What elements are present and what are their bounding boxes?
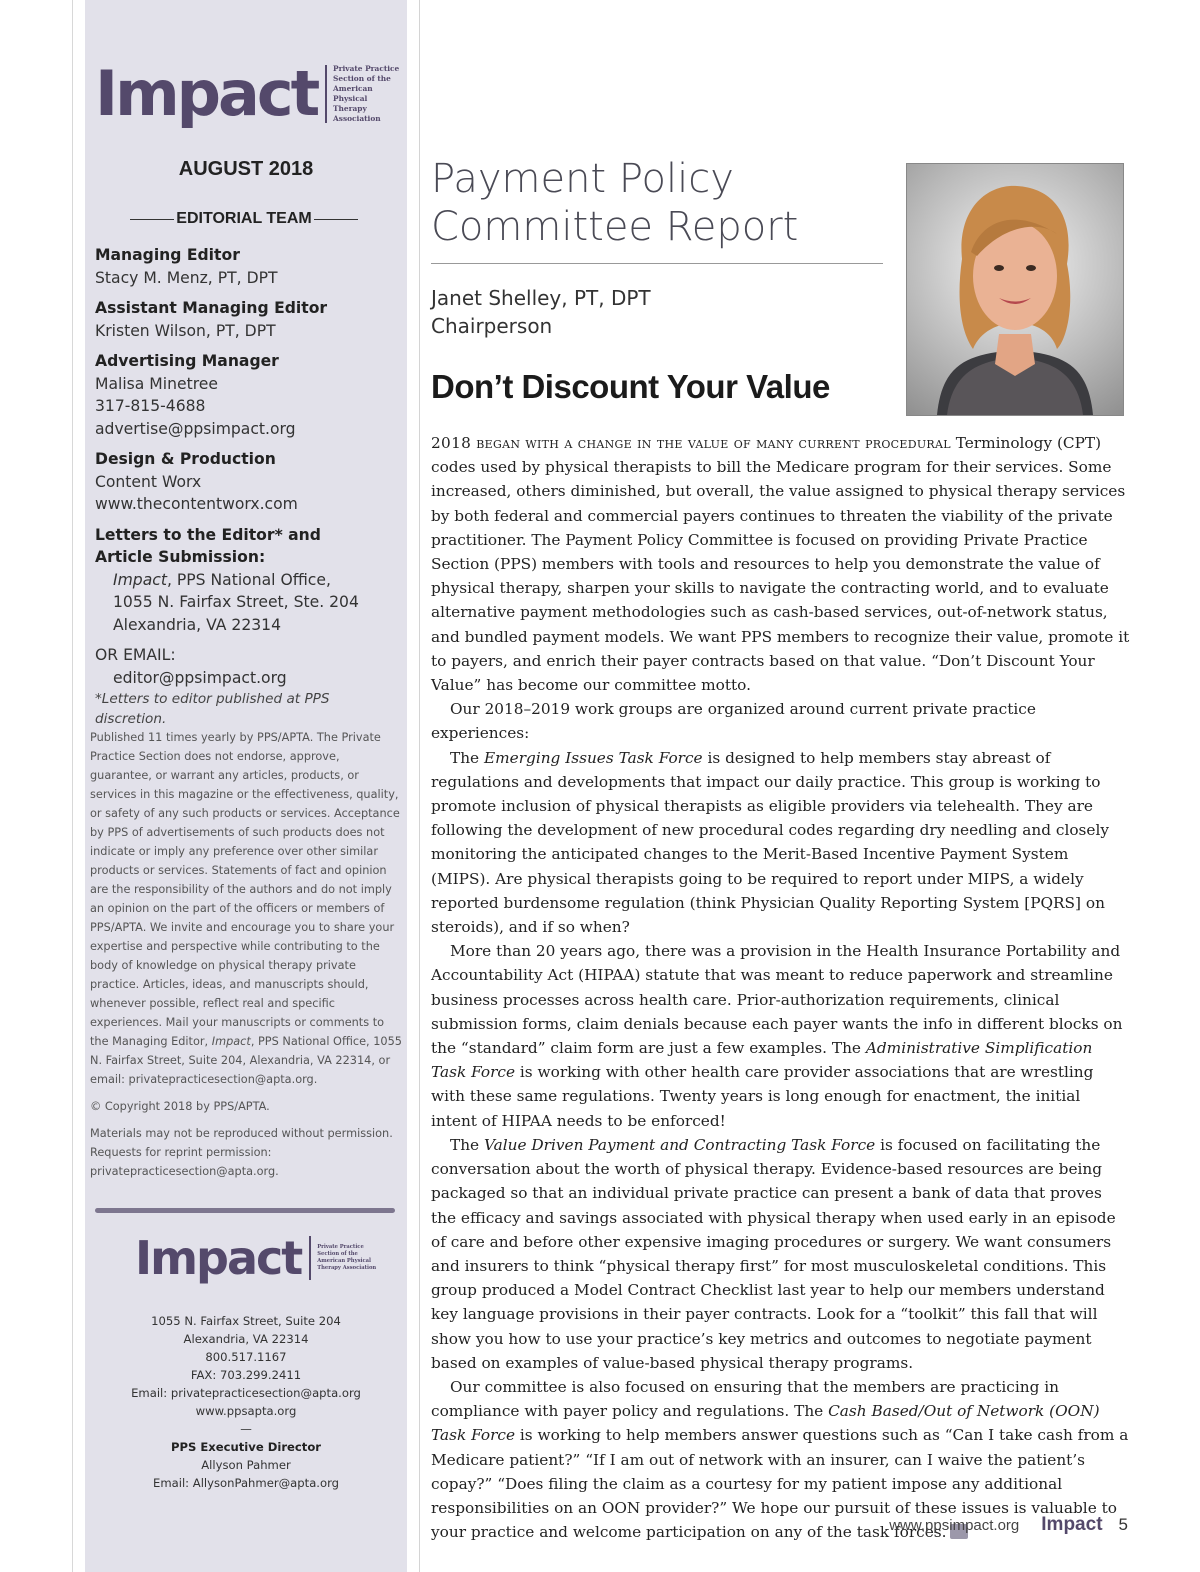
- editor-email-link[interactable]: editor@ppsimpact.org: [113, 668, 287, 687]
- task-force-name: Value Driven Payment and Contracting Task Force: [483, 1135, 876, 1154]
- editorial-team-heading: [130, 210, 358, 228]
- task-force-name: Emerging Issues Task Force: [483, 748, 703, 767]
- heading-rule-left: [130, 219, 174, 220]
- logo-divider: [309, 1236, 311, 1280]
- city-address: Alexandria, VA 22314: [113, 615, 281, 634]
- director-title: PPS Executive Director: [170, 1440, 322, 1454]
- website-link[interactable]: www.thecontentworx.com: [95, 495, 298, 513]
- contact-city: Alexandria, VA 22314: [183, 1332, 309, 1346]
- paragraph-workgroups: Our 2018–2019 work groups are organized around current private practice experiences:: [431, 700, 1036, 743]
- contact-separator: —: [240, 1422, 252, 1436]
- logo-wordmark: Impact: [135, 1231, 302, 1285]
- author-portrait-image: [907, 164, 1123, 415]
- legal-notice: [90, 728, 404, 1189]
- article-body: [431, 431, 1131, 1544]
- disclaimer-text: Published 11 times yearly by PPS/APTA. The Private Practice Section does not endorse, approve, guarantee, or warrant any articles, products, or services in this magazine or the effectiveness, quality, or safety of any such products or services. Acceptance by PPS of advertisements of such products does not indicate or imply any preference over other similar products or services. Statements of fact and opinion are the responsibility of the authors and do not imply an opinion on the part of the officers or members of PPS/APTA. We invite and encourage you to share your expertise and perspective while contributing to the body of knowledge on physical therapy private practice. Articles, ideas, and manuscripts should, whenever possible, reflect real and specific experiences. Mail your manuscripts or comments to the Managing Editor,: [90, 731, 400, 1048]
- director-email[interactable]: Email: AllysonPahmer@apta.org: [153, 1476, 339, 1490]
- role-title: Letters to the Editor* and: [95, 525, 321, 544]
- contact-website[interactable]: www.ppsapta.org: [195, 1404, 297, 1418]
- heading-rule-right: [314, 219, 358, 220]
- logo-divider: [325, 65, 327, 123]
- paragraph-text: More than 20 years ago, there was a provision in the Health Insurance Portability and Accountability Act (HIPAA) statute that was meant to reduce paperwork and streamline business processes across health care. Prior-authorization requirements, clinical submission forms, claim denials because each payer wants the info in different blocks on the “standard” claim form are just a few examples. The: [431, 942, 1123, 1058]
- paragraph-emerging-issues: [431, 746, 1131, 940]
- title-rule: [431, 263, 883, 264]
- author-byline: [431, 284, 651, 340]
- person-name: Stacy M. Menz, PT, DPT: [95, 268, 278, 287]
- letters-block: [95, 524, 400, 637]
- director-name: Allyson Pahmer: [201, 1458, 291, 1472]
- article-headline: Don’t Discount Your Value: [431, 368, 830, 405]
- paragraph-text: is focused on facilitating the conversation about the worth of physical therapy. Evidence-based resources are being packaged so that an individual private practice can present a bank of data that proves the efficacy and savings associated with physical therapy when used early in an episode of care and before other expensive imaging procedures or surgery. We want consumers and insurers to think “physical therapy first” for most musculoskeletal conditions. This group produced a Model Contract Checklist last year to help our members understand key language provisions in their payer contracts. Look for a “toolkit” this fall that will show you how to use your practice’s key metrics and outcomes to negotiate payment based on examples of value-based physical therapy programs.: [431, 1135, 1116, 1372]
- logo-tagline: Private Practice Section of the American Physical Therapy Association: [317, 1244, 377, 1271]
- paragraph-text: is working to help members answer questions such as “Can I take cash from a Medicare patient?” “If I am out of network with an insurer, can I waive the patient’s copay?” “Does filing the claim as a courtesy for my patient impose any additional responsibilities on an OON provider?” We hope our pursuit of these issues is valuable to your practice and welcome participation on any of the task forces.: [431, 1426, 1129, 1542]
- advertising-manager-block: [95, 350, 400, 440]
- page-number: 5: [1118, 1515, 1128, 1534]
- article-title: [431, 155, 891, 251]
- copyright-notice: © Copyright 2018 by PPS/APTA.: [90, 1100, 270, 1113]
- role-title: Assistant Managing Editor: [95, 299, 328, 317]
- impact-logo-small: [135, 1232, 376, 1284]
- role-title: Advertising Manager: [95, 352, 279, 370]
- disclaimer-address: , PPS National Office, 1055 N. Fairfax Street, Suite 204, Alexandria, VA 22314, or email: privatepracticesection@apta.org.: [90, 1035, 402, 1086]
- footer-url[interactable]: www.ppsimpact.org: [889, 1517, 1020, 1534]
- task-force-name: Administrative Simplification Task Force: [431, 1039, 1093, 1082]
- logo-tagline: Private Practice Section of the American Physical Therapy Association: [333, 64, 400, 123]
- office-line: [95, 569, 400, 592]
- discretion-note: *Letters to editor published at PPS discretion.: [95, 691, 330, 727]
- title-line-1: Payment Policy: [431, 156, 734, 202]
- contact-street: 1055 N. Fairfax Street, Suite 204: [151, 1314, 341, 1328]
- paragraph-text: The: [450, 1135, 484, 1154]
- role-title: Design & Production: [95, 450, 276, 468]
- publication-disclaimer: [90, 728, 404, 1089]
- lead-in: 2018 began with a change in the value of many current procedural: [431, 434, 951, 452]
- design-production-block: [95, 448, 400, 516]
- person-name: Malisa Minetree: [95, 374, 218, 393]
- company-name: Content Worx: [95, 472, 202, 491]
- footer-brand: Impact: [1041, 1514, 1103, 1535]
- title-line-2: Committee Report: [431, 204, 799, 250]
- issue-date: AUGUST 2018: [178, 158, 314, 180]
- author-photo: [906, 163, 1124, 416]
- column-rule: [419, 0, 420, 1572]
- brush-divider: [95, 1208, 395, 1213]
- paragraph-admin-simplification: [431, 939, 1131, 1133]
- paragraph-text: Our committee is also focused on ensuring that the members are practicing in compliance with payer policy and regulations. The: [431, 1377, 1059, 1421]
- logo-wordmark: Impact: [95, 57, 318, 130]
- paragraph-value-driven: [431, 1133, 1131, 1375]
- role-title: Managing Editor: [95, 246, 240, 264]
- contact-fax: FAX: 703.299.2411: [190, 1368, 302, 1382]
- managing-editor-block: [95, 244, 400, 289]
- contact-email[interactable]: Email: privatepracticesection@apta.org: [131, 1386, 361, 1400]
- contact-phone: 800.517.1167: [205, 1350, 287, 1364]
- paragraph-intro: [431, 431, 1131, 697]
- paragraph-text: is designed to help members stay abreast of regulations and developments that impact our daily practice. This group is working to promote inclusion of physical therapists as eligible providers via telehealth. They are following the development of new procedural codes regarding dry needling and closely monitoring the anticipated changes to the Merit-Based Incentive Payment System (MIPS). Are physical therapists going to be required to report under MIPS, a widely reported burdensome regulation (think Physician Quality Reporting System [PQRS] on steroids), and if so when?: [431, 748, 1109, 937]
- office-name: , PPS National Office,: [166, 570, 331, 589]
- email-link[interactable]: advertise@ppsimpact.org: [95, 419, 296, 438]
- or-email-label: OR EMAIL:: [95, 646, 176, 664]
- role-title-cont: Article Submission:: [95, 548, 266, 566]
- paragraph-text: Terminology (CPT) codes used by physical therapists to bill the Medicare program for their services. Some increased, others diminished, but overall, the value assigned to physical therapy services by both federal and commercial payers continues to threaten the viability of the private practitioner. The Payment Policy Committee is focused on providing Private Practice Section (PPS) members with tools and resources to help you demonstrate the value of physical therapy, sharpen your skills to navigate the contracting world, and to evaluate alternative payment methodologies such as cash-based services, out-of-network status, and bundled payment models. We want PPS members to recognize their value, promote it to payers, and enrich their payer contracts based on that value. “Don’t Discount Your Value” has become our committee motto.: [431, 434, 1130, 695]
- author-role: Chairperson: [431, 314, 553, 338]
- phone-number: 317-815-4688: [95, 397, 206, 415]
- disclaimer-pub-name: Impact: [211, 1035, 251, 1048]
- street-address: 1055 N. Fairfax Street, Ste. 204: [113, 593, 359, 611]
- editorial-team-label: EDITORIAL TEAM: [176, 210, 312, 227]
- impact-logo: [95, 57, 407, 130]
- reprint-notice: Materials may not be reproduced without permission. Requests for reprint permission: privatepracticesection@apta.org.: [90, 1127, 393, 1178]
- author-name: Janet Shelley, PT, DPT: [431, 286, 651, 310]
- person-name: Kristen Wilson, PT, DPT: [95, 321, 276, 340]
- editorial-team-list: [95, 244, 400, 729]
- contact-block: [85, 1312, 407, 1492]
- publication-name: Impact: [113, 570, 167, 589]
- paragraph-text: The: [450, 748, 484, 767]
- page-footer: [889, 1514, 1128, 1536]
- masthead-sidebar: [85, 0, 407, 1572]
- page-margin-rule: [72, 0, 73, 1572]
- task-force-name: Cash Based/Out of Network (OON) Task Force: [431, 1402, 1100, 1445]
- assistant-editor-block: [95, 297, 400, 342]
- paragraph-text: is working with other health care provider associations that are wrestling with these same regulations. Twenty years is long enough for enactment, the initial intent of HIPAA needs to be enforced!: [431, 1063, 1094, 1130]
